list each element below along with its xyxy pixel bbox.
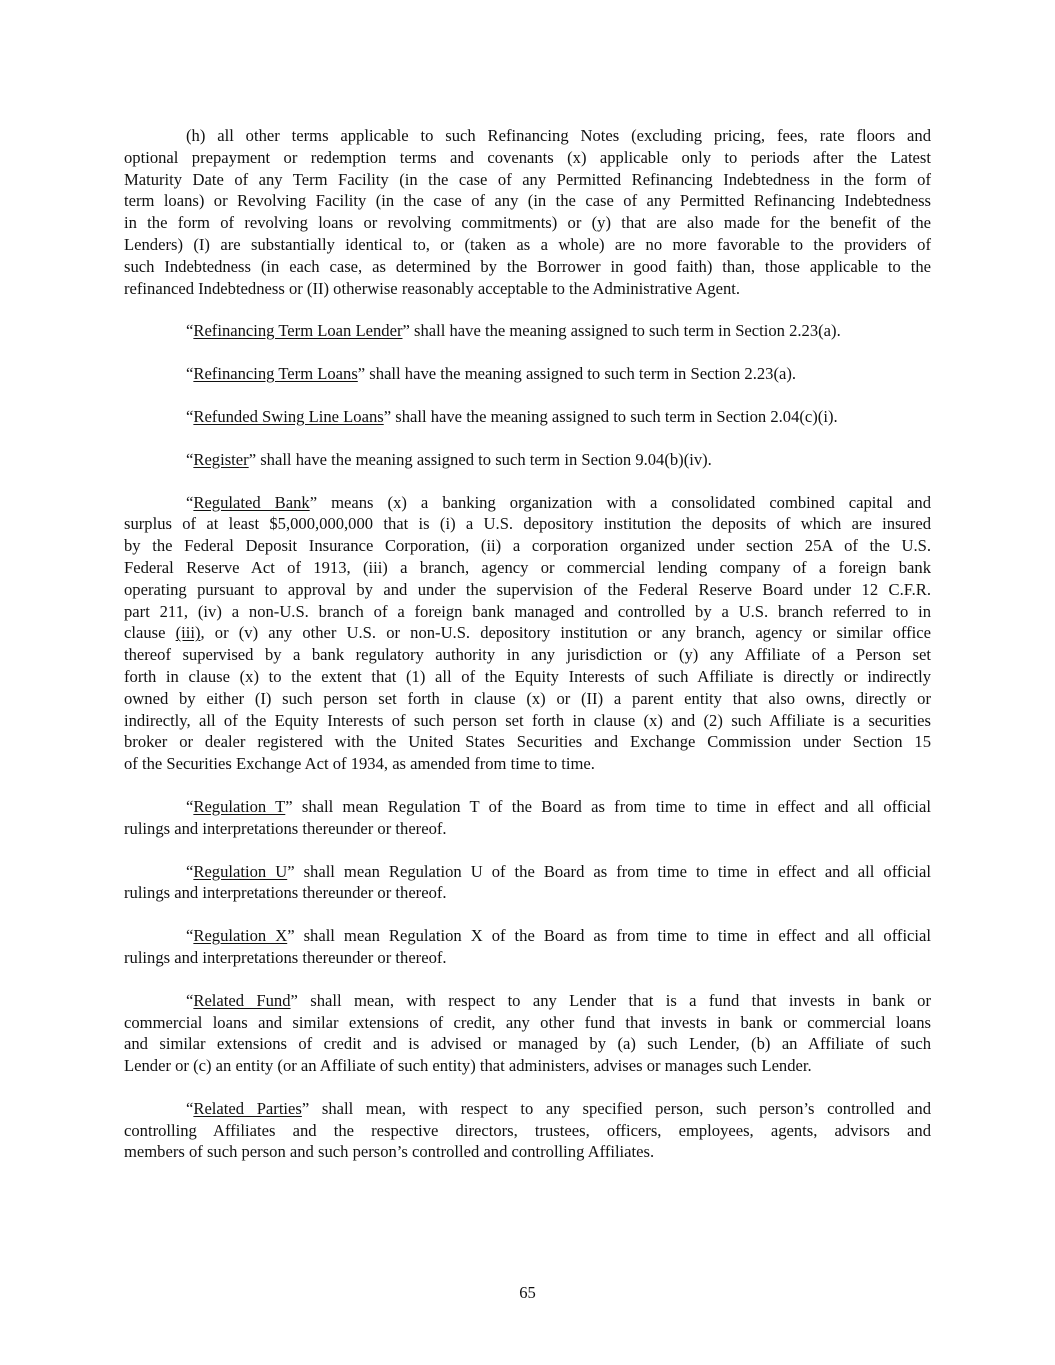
text-line (124, 947, 931, 969)
text-line (124, 1033, 931, 1055)
text-segment: ” shall mean Regulation T of the Board as from time to time in effect and all official (285, 796, 931, 816)
text-line (124, 882, 931, 904)
text-line (124, 796, 931, 818)
paragraph (124, 363, 931, 385)
defined-term: Regulation X (193, 926, 288, 946)
defined-term: (iii) (175, 623, 201, 643)
text-segment: operating pursuant to approval by and under the supervision of the Federal Reserve Board under 12 C.F.R. (124, 579, 931, 599)
text-line (124, 320, 931, 342)
text-line (124, 579, 931, 601)
text-segment: Federal Reserve Act of 1913, (iii) a branch, agency or commercial lending company of a foreign bank (124, 557, 931, 577)
text-line (124, 753, 931, 775)
text-line (124, 363, 931, 385)
text-segment: commercial loans and similar extensions of credit, any other fund that invests in bank or commercial loans (124, 1012, 931, 1032)
text-line (124, 234, 931, 256)
text-segment: term loans) or Revolving Facility (in the case of any (in the case of any Permitted Refinancing Indebtedness (124, 191, 931, 211)
paragraph (124, 449, 931, 471)
text-segment: “ (186, 926, 194, 946)
text-segment: rulings and interpretations thereunder or thereof. (124, 883, 447, 903)
text-segment: indirectly, all of the Equity Interests of such person set forth in clause (x) and (2) such Affiliate is a securities (124, 710, 931, 730)
text-line (124, 925, 931, 947)
text-segment: “ (186, 861, 194, 881)
text-line (124, 644, 931, 666)
paragraph (124, 320, 931, 342)
text-line (124, 990, 931, 1012)
text-line (124, 557, 931, 579)
text-segment: ” shall have the meaning assigned to such term in Section 2.04(c)(i). (383, 406, 838, 426)
text-line (124, 1055, 931, 1077)
text-segment: surplus of at least $5,000,000,000 that is (i) a U.S. depository institution the deposits of which are insured (124, 514, 931, 534)
paragraph (124, 125, 931, 299)
text-segment: “ (186, 1098, 194, 1118)
text-segment: optional prepayment or redemption terms and covenants (x) applicable only to periods after the Latest (124, 147, 931, 167)
text-segment: (h) all other terms applicable to such Refinancing Notes (excluding pricing, fees, rate floors and (186, 126, 931, 145)
text-line (124, 278, 931, 300)
text-segment: “ (186, 321, 194, 341)
text-segment: controlling Affiliates and the respective directors, trustees, officers, employees, agents, advisors and (124, 1120, 931, 1140)
defined-term: Related Parties (193, 1098, 302, 1118)
text-segment: Maturity Date of any Term Facility (in the case of any Permitted Refinancing Indebtedness in the form of (124, 169, 931, 189)
text-segment: ” shall mean, with respect to any specified person, such person’s controlled and (301, 1098, 931, 1118)
defined-term: Regulation T (193, 796, 286, 816)
text-line (124, 406, 931, 428)
text-segment: “ (186, 449, 194, 469)
text-line (124, 710, 931, 732)
text-segment: forth in clause (x) to the extent that (1) all of the Equity Interests of such Affiliate is directly or indirectly (124, 666, 931, 686)
text-segment: ” shall have the meaning assigned to such term in Section 9.04(b)(iv). (248, 449, 712, 469)
text-line (124, 535, 931, 557)
text-line (124, 212, 931, 234)
text-line (124, 513, 931, 535)
text-segment: part 211, (iv) a non-U.S. branch of a foreign bank managed and controlled by a U.S. branch referred to in (124, 601, 931, 621)
text-segment: owned by either (I) such person set forth in clause (x) or (II) a parent entity that also owns, directly or (124, 688, 931, 708)
text-segment: “ (186, 492, 194, 512)
text-segment: rulings and interpretations thereunder or thereof. (124, 947, 447, 967)
defined-term: Related Fund (193, 990, 291, 1010)
text-segment: Lenders) (I) are substantially identical to, or (taken as a whole) are no more favorable to the providers of (124, 234, 931, 254)
paragraph (124, 990, 931, 1077)
text-segment: of the Securities Exchange Act of 1934, as amended from time to time. (124, 754, 595, 774)
text-line (124, 861, 931, 883)
text-line (124, 190, 931, 212)
text-segment: Lender or (c) an entity (or an Affiliate of such entity) that administers, advises or manages such Lender. (124, 1056, 812, 1076)
paragraph (124, 406, 931, 428)
text-line (124, 125, 931, 147)
paragraph (124, 1098, 931, 1163)
text-line (124, 1012, 931, 1034)
paragraph (124, 925, 931, 969)
text-line (124, 818, 931, 840)
document-body (124, 125, 931, 1184)
text-line (124, 1141, 931, 1163)
text-line (124, 1098, 931, 1120)
text-segment: ” shall mean Regulation U of the Board as from time to time in effect and all official (287, 861, 932, 881)
text-segment: broker or dealer registered with the United States Securities and Exchange Commission under Section 15 (124, 732, 931, 752)
text-segment: ” shall mean Regulation X of the Board as from time to time in effect and all official (287, 926, 932, 946)
text-line (124, 1120, 931, 1142)
text-segment: clause (124, 623, 176, 643)
page-number: 65 (519, 1283, 536, 1302)
text-line (124, 601, 931, 623)
defined-term: Refunded Swing Line Loans (193, 406, 384, 426)
paragraph (124, 796, 931, 840)
text-segment: ” shall have the meaning assigned to such term in Section 2.23(a). (402, 321, 841, 341)
text-line (124, 731, 931, 753)
text-line (124, 622, 931, 644)
defined-term: Regulated Bank (193, 492, 310, 512)
text-line (124, 688, 931, 710)
text-line (124, 256, 931, 278)
text-segment: refinanced Indebtedness or (II) otherwise reasonably acceptable to the Administrative Agent. (124, 278, 741, 298)
text-segment: thereof supervised by a bank regulatory authority in any jurisdiction or (y) any Affiliate of a Person set (124, 645, 931, 665)
text-segment: ” means (x) a banking organization with a consolidated combined capital and (309, 492, 931, 512)
defined-term: Register (193, 449, 249, 469)
paragraph (124, 861, 931, 905)
defined-term: Refinancing Term Loans (193, 364, 358, 384)
text-segment: “ (186, 364, 194, 384)
text-segment: , or (v) any other U.S. or non-U.S. depository institution or any branch, agency or similar office (200, 623, 932, 643)
text-segment: ” shall mean, with respect to any Lender that is a fund that invests in bank or (290, 990, 931, 1010)
text-segment: and similar extensions of credit and is advised or managed by (a) such Lender, (b) an Affiliate of such (124, 1034, 931, 1054)
text-segment: “ (186, 406, 194, 426)
defined-term: Refinancing Term Loan Lender (193, 321, 403, 341)
text-segment: in the form of revolving loans or revolving commitments) or (y) that are also made for the benefit of the (124, 213, 931, 233)
paragraph (124, 492, 931, 775)
text-segment: by the Federal Deposit Insurance Corporation, (ii) a corporation organized under section 25A of the U.S. (124, 536, 931, 556)
text-segment: such Indebtedness (in each case, as determined by the Borrower in good faith) than, those applicable to the (124, 256, 931, 276)
text-line (124, 492, 931, 514)
defined-term: Regulation U (193, 861, 288, 881)
text-segment: “ (186, 990, 194, 1010)
text-segment: “ (186, 796, 194, 816)
text-line (124, 449, 931, 471)
text-segment: ” shall have the meaning assigned to such term in Section 2.23(a). (357, 364, 797, 384)
text-line (124, 147, 931, 169)
text-segment: members of such person and such person’s controlled and controlling Affiliates. (124, 1142, 655, 1162)
text-line (124, 169, 931, 191)
text-line (124, 666, 931, 688)
text-segment: rulings and interpretations thereunder or thereof. (124, 818, 447, 838)
